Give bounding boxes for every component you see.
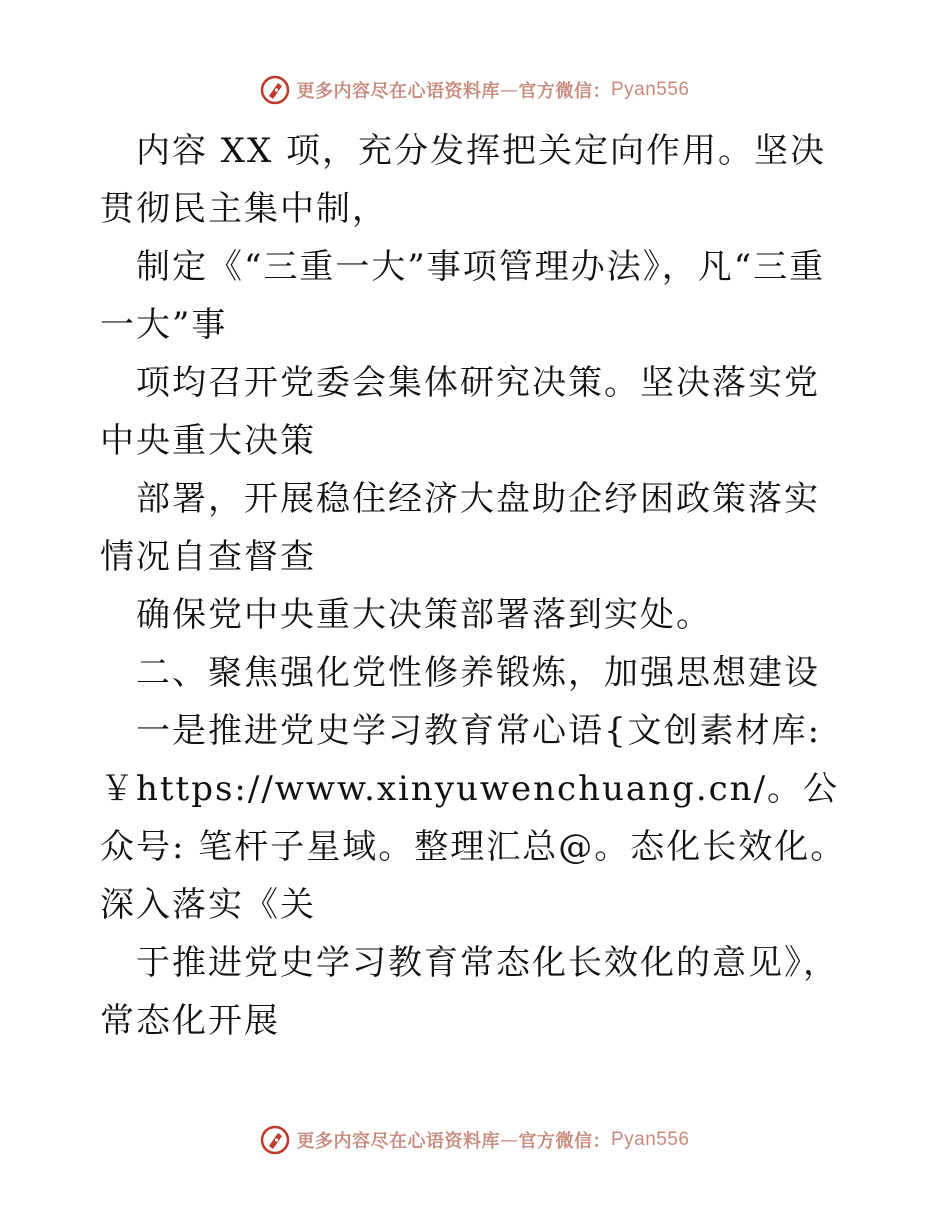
paragraph: 部署，开展稳住经济大盘助企纾困政策落实情况自查督查	[100, 479, 820, 577]
header-banner	[0, 70, 950, 110]
paragraph: 一是推进党史学习教育常心语{文创素材库:￥https://www.xinyuwenchuang.cn/。公众号: 笔杆子星域。整理汇总@。态化长效化。深入落实《关	[100, 711, 847, 925]
pen-nib-logo-icon	[260, 1125, 290, 1155]
document-body	[100, 122, 850, 1050]
footer-banner	[0, 1120, 950, 1160]
paragraph: 项均召开党委会集体研究决策。坚决落实党中央重大决策	[100, 363, 820, 461]
paragraph: 内容 XX 项，充分发挥把关定向作用。坚决贯彻民主集中制，	[100, 131, 827, 229]
banner-wechat-label: 官方微信：	[518, 81, 611, 102]
banner-dash: —	[499, 79, 519, 101]
banner-dash: —	[499, 1129, 519, 1151]
banner-wechat-label: 官方微信：	[518, 1131, 611, 1152]
banner-wechat-id: Pyan556	[610, 1129, 690, 1150]
pen-nib-logo-icon	[260, 75, 290, 105]
paragraph: 于推进党史学习教育常态化长效化的意见》，常态化开展	[100, 943, 839, 1041]
banner-brand-text: 更多内容尽在心语资料库	[296, 81, 500, 102]
paragraph: 制定《“三重一大”事项管理办法》，凡“三重一大”事	[100, 247, 826, 345]
paragraph: 确保党中央重大决策部署落到实处。	[136, 595, 712, 635]
banner-wechat-id: Pyan556	[610, 79, 690, 100]
section-heading: 二、聚焦强化党性修养锻炼，加强思想建设	[136, 653, 820, 693]
banner-brand-text: 更多内容尽在心语资料库	[296, 1131, 500, 1152]
